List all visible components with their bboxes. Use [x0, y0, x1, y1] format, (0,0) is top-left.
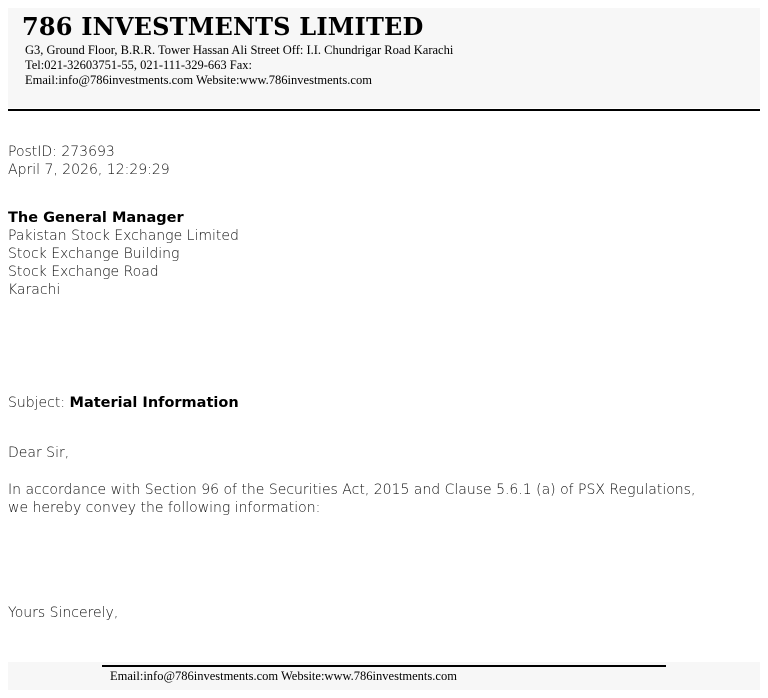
intro-paragraph [8, 481, 695, 517]
letterhead [8, 8, 760, 108]
company-phone-fax: Tel:021-32603751-55, 021-111-329-663 Fax: [25, 58, 252, 72]
greeting-text: Dear Sir, [8, 445, 70, 461]
company-name: 786 INVESTMENTS LIMITED [22, 12, 424, 41]
post-datetime: April 7, 2026, 12:29:29 [8, 162, 170, 178]
recipient-line: Stock Exchange Building [8, 246, 180, 262]
intro-line: In accordance with Section 96 of the Securities Act, 2015 and Clause 5.6.1 (a) of PSX Regulations, [8, 482, 696, 498]
header-divider [8, 109, 760, 111]
footer-contact: Email:info@786investments.com Website:www.786investments.com [110, 669, 457, 683]
closing-text: Yours Sincerely, [8, 605, 119, 621]
company-email-website: Email:info@786investments.com Website:www.786investments.com [25, 73, 372, 87]
company-address: G3, Ground Floor, B.R.R. Tower Hassan Ali Street Off: I.I. Chundrigar Road Karachi [25, 43, 454, 57]
post-meta [8, 143, 170, 179]
footer-divider [102, 665, 666, 667]
recipient-line: Pakistan Stock Exchange Limited [8, 228, 239, 244]
closing [8, 604, 118, 622]
recipient-line: Stock Exchange Road [8, 264, 159, 280]
recipient-line: Karachi [8, 282, 61, 298]
subject-value: Material Information [69, 395, 239, 411]
recipient-title: The General Manager [8, 210, 184, 226]
subject-label: Subject: [8, 395, 66, 411]
post-id: PostID: 273693 [8, 144, 115, 160]
greeting [8, 444, 69, 462]
subject-line [8, 394, 239, 412]
letterhead-contact-block [25, 43, 453, 88]
recipient-block [8, 209, 239, 299]
intro-line: we hereby convey the following information: [8, 500, 321, 516]
